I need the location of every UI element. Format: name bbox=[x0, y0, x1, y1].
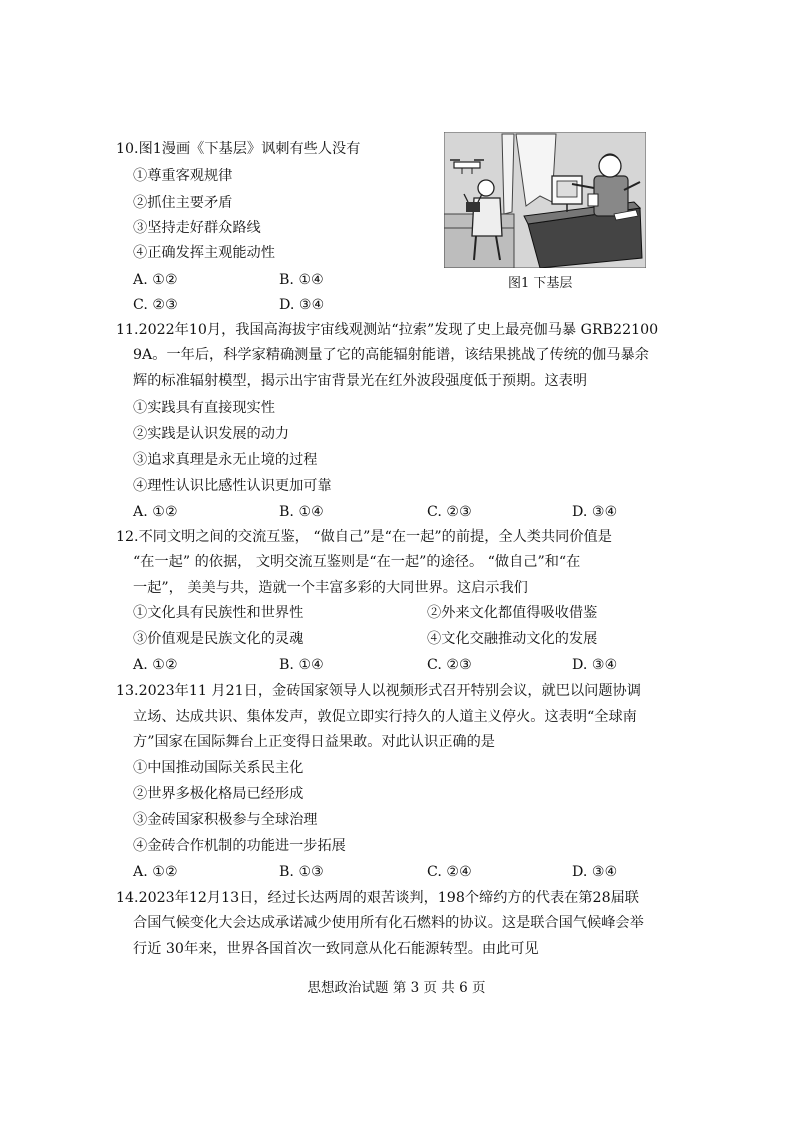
q13-option-4: ④金砖合作机制的功能进一步拓展 bbox=[133, 838, 346, 854]
q12-line-2: “在一起” 的依据， 文明交流互鉴则是“在一起”的途径。 “做自己”和“在 bbox=[133, 554, 581, 570]
q10-choice-b: B. ①④ bbox=[279, 272, 324, 288]
q10-stem: 10.图1漫画《下基层》讽刺有些人没有 bbox=[116, 141, 361, 157]
page-footer: 思想政治试题 第 3 页 共 6 页 bbox=[307, 980, 486, 996]
q13-option-1: ①中国推动国际关系民主化 bbox=[133, 760, 304, 776]
q13-choice-d: D. ③④ bbox=[572, 864, 618, 880]
q11-option-1: ①实践具有直接现实性 bbox=[133, 400, 275, 416]
q13-choice-a: A. ①② bbox=[133, 864, 178, 880]
q10-choice-c: C. ②③ bbox=[133, 297, 178, 313]
cartoon-illustration bbox=[444, 132, 646, 268]
figure-caption: 图1 下基层 bbox=[508, 276, 573, 291]
q12-choice-a: A. ①② bbox=[133, 657, 178, 673]
q11-line-2: 9A。一年后，科学家精确测量了它的高能辐射能谱，该结果挑战了传统的伽马暴余 bbox=[133, 347, 649, 363]
q12-option-4: ④文化交融推动文化的发展 bbox=[427, 631, 598, 647]
q14-line-2: 合国气候变化大会达成承诺减少使用所有化石燃料的协议。这是联合国气候峰会举 bbox=[133, 915, 644, 931]
q10-choice-d: D. ③④ bbox=[279, 297, 325, 313]
q11-option-4: ④理性认识比感性认识更加可靠 bbox=[133, 478, 332, 494]
q11-option-3: ③追求真理是永无止境的过程 bbox=[133, 452, 318, 468]
q11-choice-b: B. ①④ bbox=[279, 504, 324, 520]
q11-line-1: 11.2022年10月，我国高海拔宇宙线观测站“拉索”发现了史上最亮伽马暴 GRB22100 bbox=[116, 322, 659, 338]
q10-option-2: ②抓住主要矛盾 bbox=[133, 195, 233, 211]
q12-choice-d: D. ③④ bbox=[572, 657, 618, 673]
q11-choice-d: D. ③④ bbox=[572, 504, 618, 520]
q13-option-2: ②世界多极化格局已经形成 bbox=[133, 786, 304, 802]
q13-choice-b: B. ①③ bbox=[279, 864, 324, 880]
q11-line-3: 辉的标准辐射模型，揭示出宇宙背景光在红外波段强度低于预期。这表明 bbox=[133, 373, 588, 389]
q12-choice-c: C. ②③ bbox=[427, 657, 472, 673]
q10-choice-a: A. ①② bbox=[133, 272, 178, 288]
q12-choice-b: B. ①④ bbox=[279, 657, 324, 673]
q13-line-3: 方”国家在国际舞台上正变得日益果敢。对此认识正确的是 bbox=[133, 734, 495, 750]
q14-line-3: 行近 30年来，世界各国首次一致同意从化石能源转型。由此可见 bbox=[133, 941, 539, 957]
q10-option-4: ④正确发挥主观能动性 bbox=[133, 245, 275, 261]
q12-option-2: ②外来文化都值得吸收借鉴 bbox=[427, 605, 598, 621]
q13-line-2: 立场、达成共识、集体发声，敦促立即实行持久的人道主义停火。这表明“全球南 bbox=[133, 709, 637, 725]
q12-line-3: 一起”， 美美与共，造就一个丰富多彩的大同世界。这启示我们 bbox=[133, 580, 528, 596]
q10-option-1: ①尊重客观规律 bbox=[133, 168, 233, 184]
q12-option-1: ①文化具有民族性和世界性 bbox=[133, 605, 304, 621]
q12-option-3: ③价值观是民族文化的灵魂 bbox=[133, 631, 304, 647]
q11-choice-c: C. ②③ bbox=[427, 504, 472, 520]
q13-option-3: ③金砖国家积极参与全球治理 bbox=[133, 812, 318, 828]
q11-option-2: ②实践是认识发展的动力 bbox=[133, 426, 290, 442]
q12-line-1: 12.不同文明之间的交流互鉴， “做自己”是“在一起”的前提，全人类共同价值是 bbox=[116, 529, 612, 545]
q13-line-1: 13.2023年11 月21日，金砖国家领导人以视频形式召开特别会议，就巴以问题协调 bbox=[116, 683, 641, 699]
q10-option-3: ③坚持走好群众路线 bbox=[133, 220, 261, 236]
q13-choice-c: C. ②④ bbox=[427, 864, 472, 880]
q14-line-1: 14.2023年12月13日，经过长达两周的艰苦谈判，198个缔约方的代表在第28届联 bbox=[116, 890, 639, 906]
q11-choice-a: A. ①② bbox=[133, 504, 178, 520]
